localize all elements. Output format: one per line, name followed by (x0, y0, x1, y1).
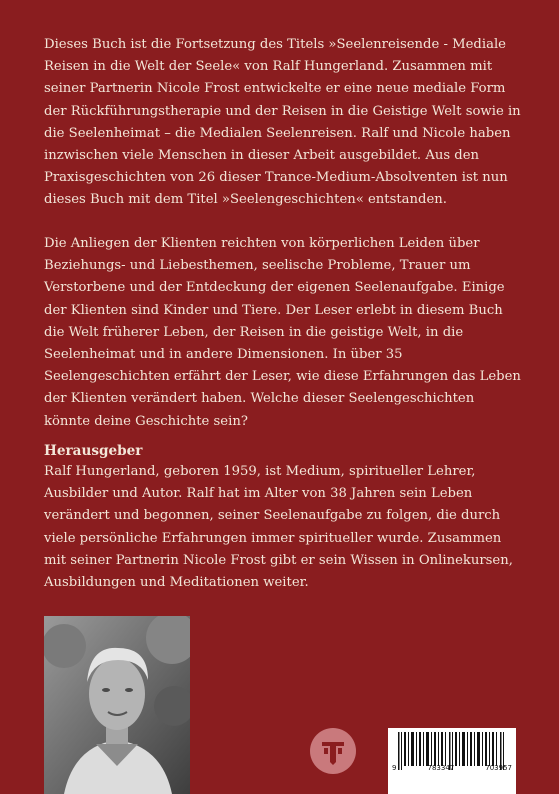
description-paragraph-2: Die Anliegen der Klienten reichten von körperlichen Leiden über Beziehungs- und Liebesthemen, seelische Probleme, Trauer um Verstorbene und der Entdeckung der eigenen Seelenaufgabe. Einige der Klienten sind Kinder und Tiere. Der Leser erlebt in diesem Buch die Welt früherer Leben, der Reisen in die geistige Welt, in die Seelenheimat und in andere Dimensionen. In über 35 Seelengeschichten erfährt der Leser, wie diese Erfahrungen das Leben der Klienten verändert haben. Welche dieser Seelengeschichten könnte deine Geschichte sein? (44, 236, 521, 429)
publisher-logo-icon (310, 728, 356, 774)
editor-heading: Herausgeber (44, 443, 143, 459)
editor-bio: Ralf Hungerland, geboren 1959, ist Medium, spiritueller Lehrer, Ausbilder und Autor. Ralf hat im Alter von 38 Jahren sein Leben verändert und begonnen, seiner Seelenaufgabe zu folgen, die durch viele persönliche Erfahrungen immer spiritueller wurde. Zusammen mit seiner Partnerin Nicole Frost gibt er sein Wissen in Onlinekursen, Ausbildungen und Meditationen weiter. (44, 464, 513, 591)
isbn-barcode (388, 728, 516, 794)
isbn-digits-group-2: 703957 (485, 764, 512, 772)
author-portrait (44, 616, 190, 794)
description-paragraph-1: Dieses Buch ist die Fortsetzung des Titels »Seelenreisende - Mediale Reisen in die Welt der Seele« von Ralf Hungerland. Zusammen mit seiner Partnerin Nicole Frost entwickelte er eine neue mediale Form der Rückführungstherapie und der Reisen in die Geistige Welt sowie in die Seelenheimat – die Medialen Seelenreisen. Ralf und Nicole haben inzwischen viele Menschen in dieser Arbeit ausgebildet. Aus den Praxisgeschichten von 26 dieser Trance-Medium-Absolventen ist nun dieses Buch mit dem Titel »Seelengeschichten« entstanden. (44, 37, 521, 208)
isbn-digit-first: 9 (392, 764, 397, 772)
isbn-digits-group-1: 783347 (427, 764, 455, 772)
isbn-digits (392, 764, 512, 772)
